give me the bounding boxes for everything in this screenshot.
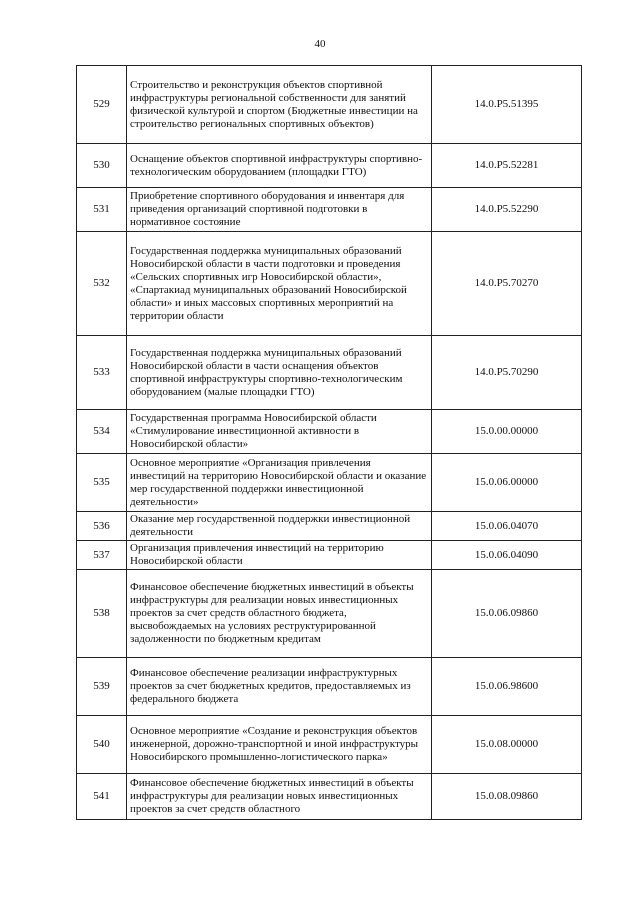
row-number: 540 [77, 716, 127, 774]
budget-codes-table [76, 65, 582, 820]
row-code: 15.0.06.04070 [432, 512, 582, 541]
row-name: Основное мероприятие «Организация привлечения инвестиций на территорию Новосибирской области и оказание мер государственной поддержки инвестиционной деятельности» [127, 454, 432, 512]
row-name: Финансовое обеспечение бюджетных инвестиций в объекты инфраструктуры для реализации новых инвестиционных проектов за счет средств областного бюджета, высвобождаемых на условиях реструктурированной задолженности по бюджетным кредитам [127, 570, 432, 658]
row-code: 15.0.00.00000 [432, 410, 582, 454]
row-code: 15.0.06.00000 [432, 454, 582, 512]
row-name: Государственная поддержка муниципальных образований Новосибирской области в части подготовки и проведения «Сельских спортивных игр Новосибирской области», «Спартакиад муниципальных образований Новосибирской области» и иных массовых спортивных мероприятий на территории области [127, 232, 432, 336]
row-name: Государственная поддержка муниципальных образований Новосибирской области в части оснащения объектов спортивной инфраструктуры спортивно-технологическим оборудованием (малые площадки ГТО) [127, 336, 432, 410]
row-name: Организация привлечения инвестиций на территорию Новосибирской области [127, 541, 432, 570]
row-number: 533 [77, 336, 127, 410]
row-number: 531 [77, 188, 127, 232]
row-code: 15.0.06.04090 [432, 541, 582, 570]
table-row [77, 512, 582, 541]
table-row [77, 410, 582, 454]
table-row [77, 716, 582, 774]
row-code: 15.0.06.98600 [432, 658, 582, 716]
row-number: 539 [77, 658, 127, 716]
table-row [77, 188, 582, 232]
row-number: 532 [77, 232, 127, 336]
row-code: 15.0.06.09860 [432, 570, 582, 658]
row-code: 14.0.Р5.52281 [432, 144, 582, 188]
row-name: Финансовое обеспечение реализации инфраструктурных проектов за счет бюджетных кредитов, предоставляемых из федерального бюджета [127, 658, 432, 716]
table-row [77, 658, 582, 716]
row-code: 15.0.08.09860 [432, 774, 582, 820]
row-code: 14.0.Р5.70290 [432, 336, 582, 410]
table-row [77, 336, 582, 410]
row-name: Основное мероприятие «Создание и реконструкция объектов инженерной, дорожно-транспортной и иной инфраструктуры Новосибирского промышленно-логистического парка» [127, 716, 432, 774]
row-name: Строительство и реконструкция объектов спортивной инфраструктуры региональной собственности для занятий физической культурой и спортом (Бюджетные инвестиции на строительство региональных спортивных объектов) [127, 66, 432, 144]
table-row [77, 144, 582, 188]
row-number: 541 [77, 774, 127, 820]
table-row [77, 774, 582, 820]
table-row [77, 66, 582, 144]
row-code: 14.0.Р5.51395 [432, 66, 582, 144]
row-number: 529 [77, 66, 127, 144]
table-body [77, 66, 582, 820]
row-name: Оказание мер государственной поддержки инвестиционной деятельности [127, 512, 432, 541]
row-number: 530 [77, 144, 127, 188]
row-name: Приобретение спортивного оборудования и инвентаря для приведения организаций спортивной подготовки в нормативное состояние [127, 188, 432, 232]
row-code: 14.0.Р5.70270 [432, 232, 582, 336]
table-row [77, 232, 582, 336]
row-name: Государственная программа Новосибирской области «Стимулирование инвестиционной активности в Новосибирской области» [127, 410, 432, 454]
row-number: 536 [77, 512, 127, 541]
row-number: 535 [77, 454, 127, 512]
table-row [77, 454, 582, 512]
table-row [77, 570, 582, 658]
page-number: 40 [314, 38, 326, 50]
row-number: 537 [77, 541, 127, 570]
row-name: Оснащение объектов спортивной инфраструктуры спортивно-технологическим оборудованием (площадки ГТО) [127, 144, 432, 188]
row-code: 14.0.Р5.52290 [432, 188, 582, 232]
table-row [77, 541, 582, 570]
row-number: 538 [77, 570, 127, 658]
row-code: 15.0.08.00000 [432, 716, 582, 774]
row-number: 534 [77, 410, 127, 454]
row-name: Финансовое обеспечение бюджетных инвестиций в объекты инфраструктуры для реализации новых инвестиционных проектов за счет средств областного [127, 774, 432, 820]
